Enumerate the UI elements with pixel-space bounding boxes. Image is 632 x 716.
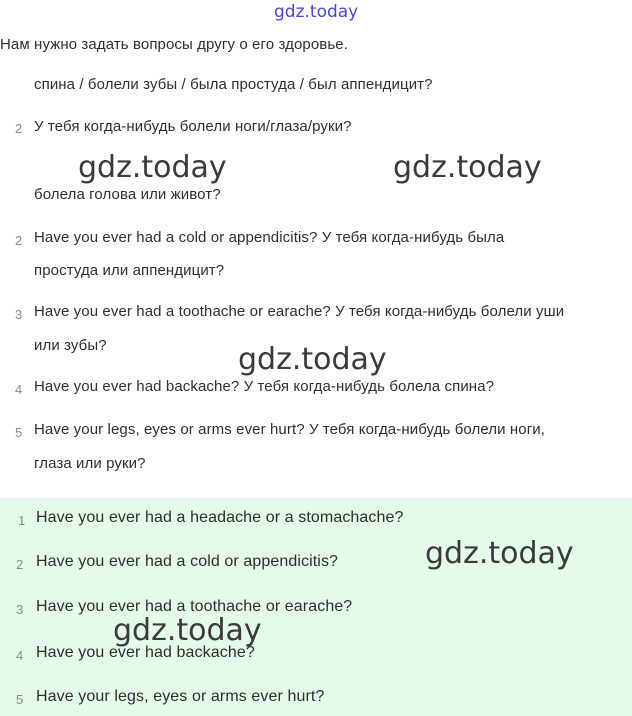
answer-number: 1 — [18, 513, 26, 528]
watermark: gdz.today — [393, 150, 542, 185]
answer-line: спина / болели зубы / была простуда / был аппендицит? — [34, 76, 433, 93]
answer-line: или зубы? — [34, 337, 107, 354]
answer-number: 2 — [16, 557, 24, 572]
answer-number: 2 — [15, 121, 23, 136]
watermark: gdz.today — [78, 150, 227, 185]
answer-line: У тебя когда-нибудь болели ноги/глаза/руки? — [34, 118, 352, 135]
answer-number: 3 — [16, 602, 24, 617]
answer-text: Have you ever had a headache or a stomachache? — [36, 509, 404, 526]
answer-number: 4 — [16, 648, 24, 663]
answer-text: Have you ever had a cold or appendicitis? — [36, 553, 339, 570]
watermark: gdz.today — [425, 536, 574, 571]
answer-line: Have your legs, eyes or arms ever hurt? У тебя когда-нибудь болели ноги, — [34, 421, 546, 438]
header-watermark: gdz.today — [274, 2, 359, 22]
answer-text: Have you ever had backache? — [36, 644, 255, 661]
answer-number: 4 — [15, 382, 23, 397]
answer-text: Have your legs, eyes or arms ever hurt? — [36, 688, 325, 705]
answer-text: Have you ever had a toothache or earache? — [36, 598, 353, 615]
answer-number: 5 — [15, 425, 23, 440]
answer-line: простуда или аппендицит? — [34, 262, 225, 279]
answer-number: 5 — [16, 692, 24, 707]
answer-number: 3 — [15, 307, 23, 322]
answers-panel — [0, 498, 632, 716]
answer-line: Have you ever had backache? У тебя когда-нибудь болела спина? — [34, 378, 495, 395]
answer-line: Have you ever had a toothache or earache? У тебя когда-нибудь болели уши — [34, 303, 565, 320]
answer-line: Have you ever had a cold or appendicitis? У тебя когда-нибудь была — [34, 229, 505, 246]
watermark: gdz.today — [238, 342, 387, 377]
answer-number: 2 — [15, 233, 23, 248]
intro-text: Нам нужно задать вопросы другу о его здоровье. — [0, 36, 348, 53]
answer-line: глаза или руки? — [34, 455, 146, 472]
answer-line: болела голова или живот? — [34, 186, 221, 203]
watermark: gdz.today — [113, 613, 262, 648]
